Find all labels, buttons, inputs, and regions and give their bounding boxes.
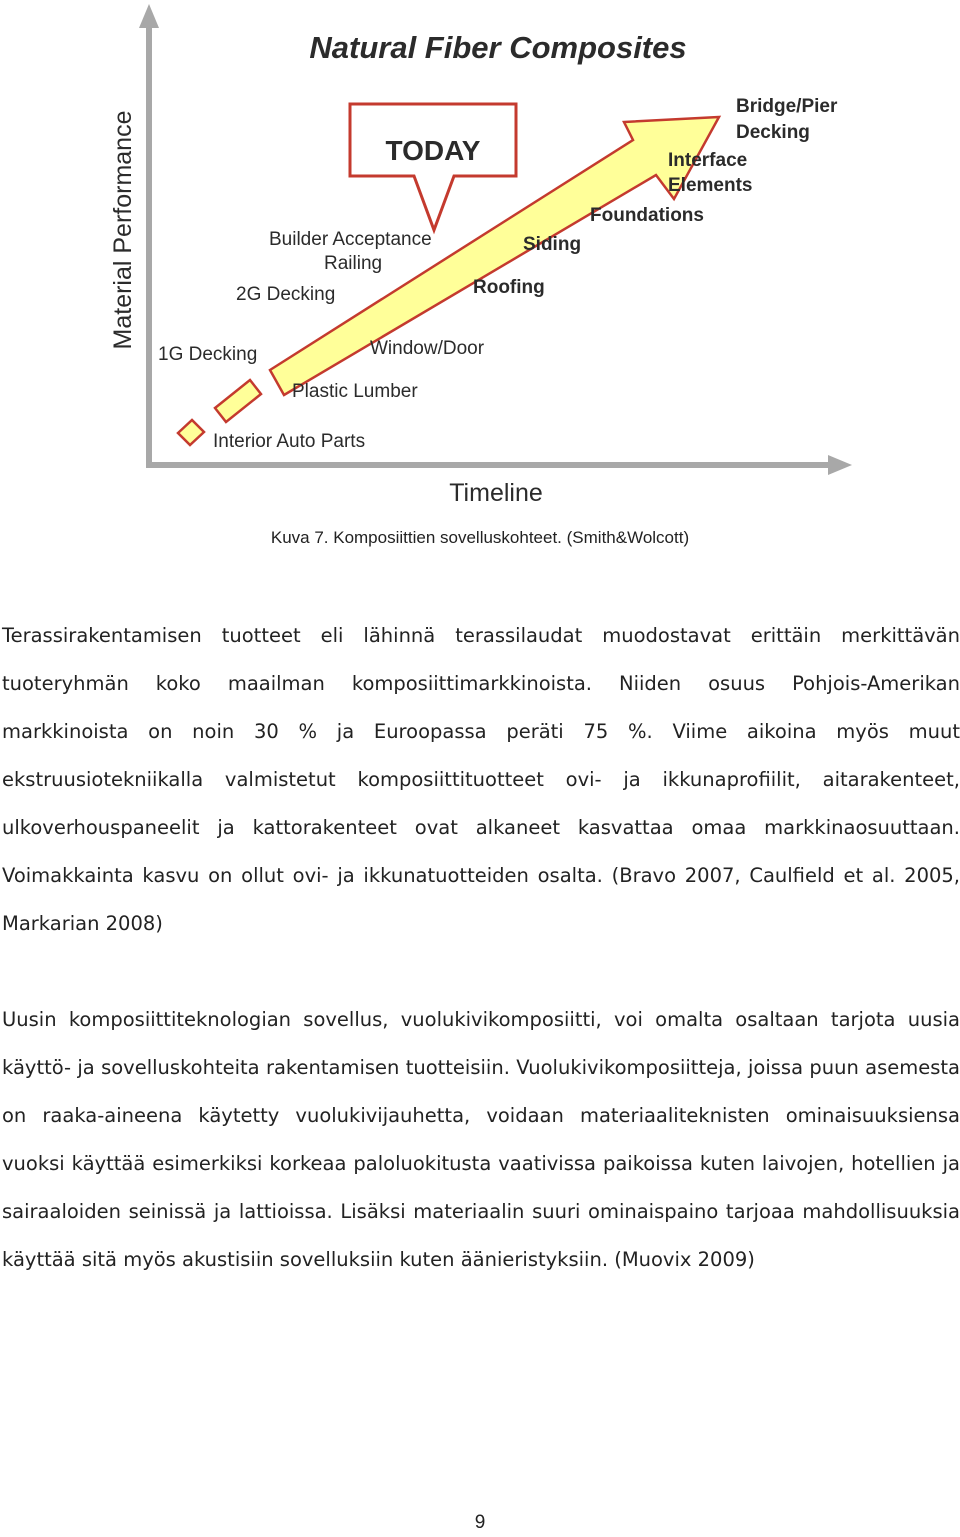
figure-caption: Kuva 7. Komposiittien sovelluskohteet. (Smith&Wolcott) bbox=[270, 528, 690, 547]
body-paragraph-2: Uusin komposiittiteknologian sovellus, vuolukivikomposiitti, voi omalta osaltaan tarjota uusia käyttö- ja sovelluskohteita rakentamisen tuotteisiin. Vuolukivikomposiitteja, joissa puun asemesta on raaka-aineena käytetty vuolukivijauhetta, voidaan materiaaliteknisten ominaisuuksiensa vuoksi käyttää esimerkiksi korkeaa paloluokitusta vaativissa paikoissa kuten laivojen, hotellien ja sairaaloiden seinissä ja lattioissa. Lisäksi materiaalin suuri ominaispaino tarjoaa mahdollisuuksia käyttää sitä myös akustisiin sovelluksiin kuten äänieristyksiin. (Muovix 2009) bbox=[2, 1008, 960, 1271]
label-bridge-pier: Bridge/Pier bbox=[736, 96, 838, 117]
label-decking: Decking bbox=[736, 122, 810, 143]
label-builder-acceptance: Builder Acceptance bbox=[269, 229, 432, 250]
label-plastic-lumber: Plastic Lumber bbox=[292, 381, 418, 402]
x-axis-label: Timeline bbox=[449, 479, 543, 507]
y-axis-label: Material Performance bbox=[109, 110, 137, 350]
label-window-door: Window/Door bbox=[370, 338, 485, 359]
today-box bbox=[350, 104, 516, 230]
figure-title: Natural Fiber Composites bbox=[309, 30, 687, 65]
x-axis-line bbox=[146, 462, 836, 468]
timeline-diagram bbox=[100, 0, 860, 515]
today-label: TODAY bbox=[385, 135, 481, 166]
body-paragraph-1: Terassirakentamisen tuotteet eli lähinnä terassilaudat muodostavat erittäin merkittävän tuoteryhmän koko maailman komposiittimarkkinoista. Niiden osuus Pohjois-Amerikan markkinoista on noin 30 % ja Euroopassa peräti 75 %. Viime aikoina myös muut ekstruusiotekniikalla valmistetut komposiittituotteet ovi- ja ikkunaprofiilit, aitarakenteet, ulkoverhouspaneelit ja kattorakenteet ovat alkaneet kasvattaa omaa markkinaosuuttaan. Voimakkainta kasvu on ollut ovi- ja ikkunatuotteiden osalta. (Bravo 2007, Caulfield et al. 2005, Markarian 2008) bbox=[2, 624, 960, 935]
composites-figure bbox=[100, 0, 860, 515]
today-callout bbox=[350, 104, 516, 230]
label-1g-decking: 1G Decking bbox=[158, 344, 258, 365]
page-number: 9 bbox=[474, 1512, 486, 1533]
arrow-segment-1 bbox=[178, 420, 204, 445]
x-axis-arrowhead bbox=[828, 455, 852, 475]
label-railing: Railing bbox=[324, 253, 383, 274]
y-axis-arrowhead bbox=[139, 4, 159, 28]
y-axis-line bbox=[146, 22, 152, 468]
arrow-segment-2 bbox=[215, 380, 261, 422]
label-2g-decking: 2G Decking bbox=[236, 284, 336, 305]
label-foundations: Foundations bbox=[590, 205, 704, 226]
label-siding: Siding bbox=[523, 234, 582, 255]
label-elements: Elements bbox=[668, 175, 753, 196]
label-interface: Interface bbox=[668, 150, 748, 171]
label-roofing: Roofing bbox=[473, 277, 545, 298]
label-interior-auto-parts: Interior Auto Parts bbox=[213, 431, 366, 452]
